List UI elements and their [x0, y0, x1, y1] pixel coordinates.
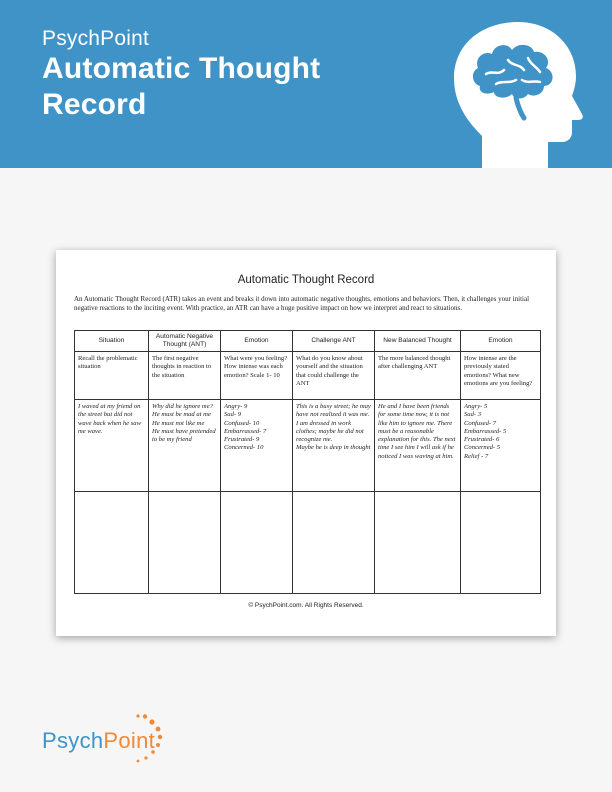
example-row	[75, 400, 541, 492]
prompt-balanced: The more balanced thought after challenging ANT	[375, 352, 461, 400]
example-emotion	[221, 400, 293, 492]
worksheet-title: Automatic Thought Record	[237, 274, 375, 286]
column-header-new-balanced-thought: New Balanced Thought	[375, 331, 461, 352]
page-title-line-2: Record	[42, 88, 147, 121]
list-item: Angry- 5	[464, 403, 488, 410]
column-header-emotion: Emotion	[221, 331, 293, 352]
prompt-ant: The first negative thoughts in reaction to the situation	[149, 352, 221, 400]
table-header-row	[75, 331, 541, 352]
example-situation: I waved at my friend on the street but did not wave back when he saw me wave.	[75, 400, 149, 492]
example-ant	[149, 400, 221, 492]
column-header-challenge-ant: Challenge ANT	[293, 331, 375, 352]
prompt-situation: Recall the problematic situation	[75, 352, 149, 400]
list-item: Angry- 9	[224, 403, 248, 410]
list-item: I am dressed in work clothes; maybe he did not recognize me.	[296, 419, 364, 444]
blank-cell	[149, 492, 221, 594]
list-item: Why did he ignore me?	[152, 403, 213, 410]
head-brain-icon	[436, 14, 586, 168]
list-item: Concerned- 5	[464, 444, 501, 452]
logo-wordmark-part1: Psych	[42, 728, 104, 753]
blank-cell	[461, 492, 541, 594]
worksheet-intro: An Automatic Thought Record (ATR) takes an event and breaks it down into automatic negative thoughts, emotions and behaviors. Then, it challenges your initial negative reactions to the inciting event. With practice, an ATR can have a huge positive impact on how we interpret and react to situations.	[74, 295, 530, 313]
logo-wordmark	[42, 728, 155, 754]
column-header-ant: Automatic Negative Thought (ANT)	[149, 331, 221, 352]
list-item: Concerned- 10	[224, 444, 264, 452]
list-item: Frustrated- 9	[224, 436, 260, 444]
page-title-line-1: Automatic Thought	[42, 52, 321, 85]
prompt-new-emotion: How intense are the previously stated emotions? What new emotions are you feeling?	[461, 352, 541, 400]
list-item: Relief - 7	[464, 452, 489, 460]
blank-row	[75, 492, 541, 594]
list-item: Sad- 3	[464, 411, 482, 419]
example-challenge	[293, 400, 375, 492]
list-item: Confused- 10	[224, 419, 260, 427]
list-item: Confused- 7	[464, 419, 497, 427]
blank-cell	[221, 492, 293, 594]
list-item: He must not like me	[152, 419, 205, 427]
list-item: He must have pretended to be my friend	[152, 427, 216, 444]
list-item: Embarrassed- 7	[224, 427, 267, 435]
blank-cell	[293, 492, 375, 594]
list-item: This is a busy street; he may have not realized it was me.	[296, 403, 371, 419]
header-banner	[0, 0, 612, 168]
prompt-row	[75, 352, 541, 400]
prompt-emotion: What were you feeling? How intense was each emotion? Scale 1- 10	[221, 352, 293, 400]
list-item: Maybe he is deep in thought	[296, 444, 371, 452]
copyright-notice: © PsychPoint.com. All Rights Reserved.	[248, 602, 364, 609]
example-balanced: He and I have been friends for some time now, it is not like him to ignore me. There must be a reasonable explanation for this. The next time I see him I will ask if he noticed I was waving at him.	[375, 400, 461, 492]
worksheet-preview	[56, 250, 556, 636]
blank-cell	[75, 492, 149, 594]
column-header-situation: Situation	[75, 331, 149, 352]
thought-record-table	[74, 330, 541, 594]
prompt-challenge: What do you know about yourself and the situation that could challenge the ANT	[293, 352, 375, 400]
list-item: Sad- 9	[224, 411, 242, 419]
blank-cell	[375, 492, 461, 594]
brand-name: PsychPoint	[42, 27, 150, 50]
list-item: Frustrated- 6	[464, 436, 500, 444]
example-new-emotion	[461, 400, 541, 492]
logo-wordmark-part2: Point	[103, 728, 156, 753]
column-header-new-emotion: Emotion	[461, 331, 541, 352]
list-item: Embarrassed- 5	[464, 427, 507, 435]
psychpoint-logo	[42, 714, 162, 774]
list-item: He must be mad at me	[152, 411, 211, 419]
